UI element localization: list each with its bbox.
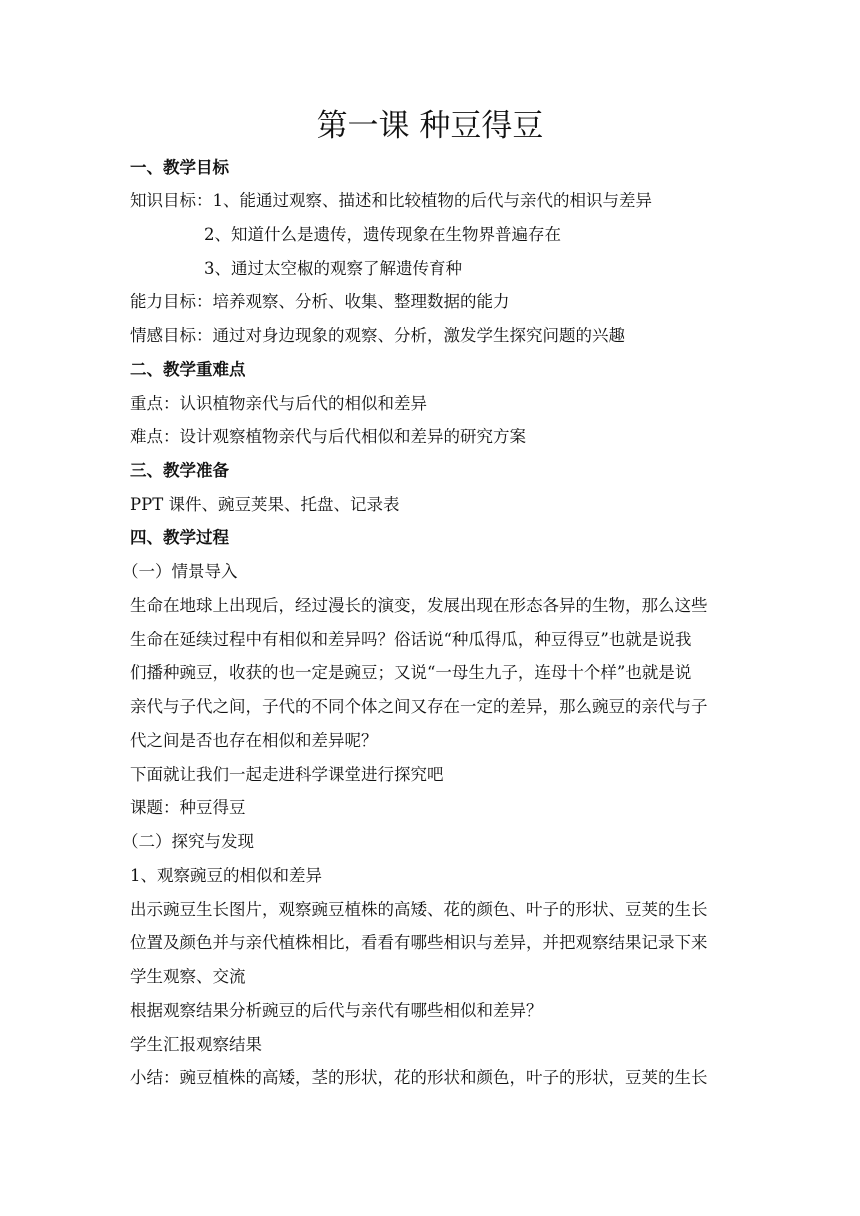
paragraph-line: 出示豌豆生长图片，观察豌豆植株的高矮、花的颜色、叶子的形状、豆荚的生长 xyxy=(130,900,708,919)
document-title: 第一课 种豆得豆 xyxy=(316,108,544,144)
paragraph-line: PPT 课件、豌豆荚果、托盘、记录表 xyxy=(130,495,400,514)
paragraph-line: 学生观察、交流 xyxy=(130,967,246,986)
paragraph-line: 根据观察结果分析豌豆的后代与亲代有哪些相似和差异？ xyxy=(130,1001,543,1020)
paragraph-line: 3、通过太空椒的观察了解遗传育种 xyxy=(204,259,462,278)
paragraph-line: 2、知道什么是遗传，遗传现象在生物界普遍存在 xyxy=(204,225,561,244)
paragraph-line: 学生汇报观察结果 xyxy=(130,1035,262,1054)
section-heading: 二、教学重难点 xyxy=(130,360,246,379)
paragraph-line: 生命在地球上出现后，经过漫长的演变，发展出现在形态各异的生物，那么这些 xyxy=(130,596,708,615)
paragraph-line: 代之间是否也存在相似和差异呢？ xyxy=(130,731,378,750)
section-heading: 一、教学目标 xyxy=(130,158,229,177)
section-heading: 四、教学过程 xyxy=(130,528,229,547)
paragraph-line: 课题：种豆得豆 xyxy=(130,798,246,817)
subsection-heading: （二）探究与发现 xyxy=(122,832,254,851)
subsection-heading: （一）情景导入 xyxy=(122,562,238,581)
paragraph-line: 生命在延续过程中有相似和差异吗？俗话说“种瓜得瓜，种豆得豆”也就是说我 xyxy=(130,630,692,649)
paragraph-line: 能力目标：培养观察、分析、收集、整理数据的能力 xyxy=(130,292,510,311)
paragraph-line: 位置及颜色并与亲代植株相比，看看有哪些相识与差异，并把观察结果记录下来 xyxy=(130,933,708,952)
paragraph-line: 下面就让我们一起走进科学课堂进行探究吧 xyxy=(130,765,444,784)
paragraph-line: 亲代与子代之间，子代的不同个体之间又存在一定的差异，那么豌豆的亲代与子 xyxy=(130,697,708,716)
paragraph-line: 情感目标：通过对身边现象的观察、分析，激发学生探究问题的兴趣 xyxy=(130,326,625,345)
section-heading: 三、教学准备 xyxy=(130,461,229,480)
paragraph-line: 们播种豌豆，收获的也一定是豌豆；又说“一母生九子，连母十个样”也就是说 xyxy=(130,663,692,682)
paragraph-line: 知识目标：1、能通过观察、描述和比较植物的后代与亲代的相识与差异 xyxy=(130,191,652,210)
paragraph-line: 小结：豌豆植株的高矮，茎的形状，花的形状和颜色，叶子的形状，豆荚的生长 xyxy=(130,1068,708,1087)
paragraph-line: 重点：认识植物亲代与后代的相似和差异 xyxy=(130,394,427,413)
paragraph-line: 难点：设计观察植物亲代与后代相似和差异的研究方案 xyxy=(130,427,526,446)
paragraph-line: 1、观察豌豆的相似和差异 xyxy=(130,866,322,885)
